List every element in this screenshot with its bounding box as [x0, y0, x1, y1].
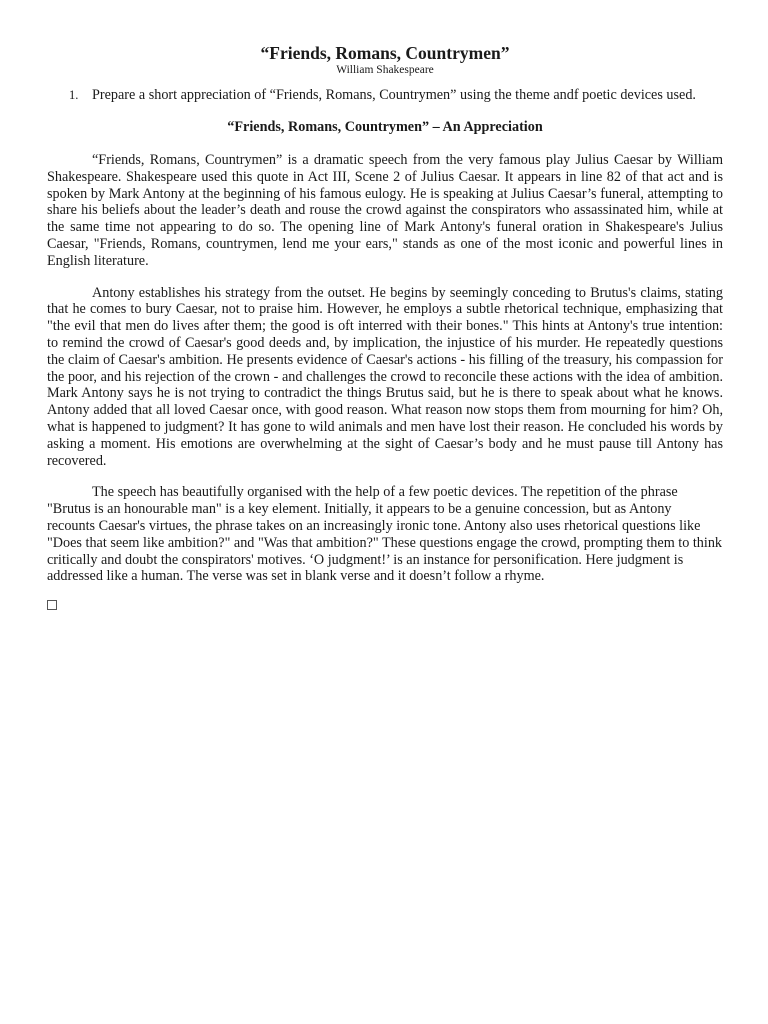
- document-page: [47, 42, 723, 610]
- appreciation-heading: “Friends, Romans, Countrymen” – An Appreciation: [227, 119, 543, 135]
- question-item: [47, 87, 723, 104]
- question-number: 1.: [69, 88, 79, 102]
- paragraph-intro: “Friends, Romans, Countrymen” is a dramatic speech from the very famous play Julius Caesar by William Shakespeare. Shakespeare used this quote in Act III, Scene 2 of Julius Caesar. It appears in line 82 of that act and is spoken by Mark Antony at the beginning of his famous eulogy. He is speaking at Julius Caesar’s funeral, attempting to share his beliefs about the leader’s death and rouse the crowd against the conspirators who assassinated him, while at the same time not appearing to do so. The opening line of Mark Antony's funeral oration in Shakespeare's Julius Caesar, "Friends, Romans, countrymen, lend me your ears," stands as one of the most iconic and powerful lines in English literature.: [47, 152, 723, 269]
- paragraph-strategy: Antony establishes his strategy from the outset. He begins by seemingly conceding to Brutus's claims, stating that he comes to bury Caesar, not to praise him. However, he employs a subtle rhetorical technique, emphasizing that "the evil that men do lives after them; the good is oft interred with their bones." This hints at Antony's true intention: to remind the crowd of Caesar's good deeds and, by implication, the injustice of his murder. He repeatedly questions the claim of Caesar's ambition. He presents evidence of Caesar's actions - his filling of the treasury, his compassion for the poor, and his rejection of the crown - and challenges the crowd to reconcile these actions with the idea of ambition. Mark Antony says he is not trying to contradict the things Brutus said, but he is there to speak about what he knows. Antony added that all loved Caesar once, with good reason. What reason now stops them from mourning for him? Oh, what is happened to judgment? It has gone to wild animals and men have lost their reason. He concluded his words by asking a moment. His emotions are overwhelming at the sight of Caesar’s body and he must pause till Antony has recovered.: [47, 284, 723, 469]
- paragraph-devices: The speech has beautifully organised with the help of a few poetic devices. The repetition of the phrase "Brutus is an honourable man" is a key element. Initially, it appears to be a genuine concession, but as Antony recounts Caesar's virtues, the phrase takes on an increasingly ironic tone. Antony also uses rhetorical questions like "Does that seem like ambition?" and "Was that ambition?" These questions engage the crowd, prompting them to think critically and doubt the conspirators' motives. ‘O judgment!’ is an instance for personification. Here judgment is addressed like a human. The verse was set in blank verse and it doesn’t follow a rhyme.: [47, 484, 723, 585]
- question-text: Prepare a short appreciation of “Friends, Romans, Countrymen” using the theme andf poetic devices used.: [92, 87, 696, 103]
- document-author: William Shakespeare: [336, 64, 434, 76]
- empty-checkbox-glyph: [47, 600, 57, 610]
- document-title: “Friends, Romans, Countrymen”: [260, 43, 510, 63]
